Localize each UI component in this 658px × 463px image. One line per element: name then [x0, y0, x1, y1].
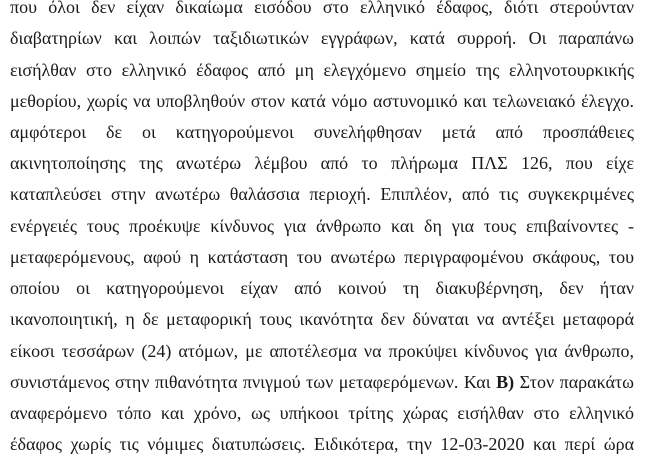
- text-line-2: διαβατηρίων και λοιπών ταξιδιωτικών εγγράφων, κατά συρροή. Οι παραπάνω: [10, 28, 634, 48]
- text-line-8: ενέργειές τους προέκυψε κίνδυνος για άνθρωπο και δη για τους επιβαίνοντες -: [10, 216, 634, 236]
- text-line-6: ακινητοποίησης της ανωτέρω λέμβου από το πλήρωμα ΠΛΣ 126, που είχε: [10, 153, 634, 173]
- text-line-3: εισήλθαν στο ελληνικό έδαφος από μη ελεγχόμενο σημείο της ελληνοτουρκικής: [10, 60, 634, 80]
- text-line-13: [10, 371, 634, 393]
- text-line-9: μεταφερόμενους, αφού η κατάσταση του ανωτέρω περιγραφομένου σκάφους, του: [10, 247, 634, 267]
- text-line-13-end: Στον παρακάτω: [514, 372, 634, 392]
- text-line-14: αναφερόμενο τόπο και χρόνο, ως υπήκοοι τρίτης χώρας εισήλθαν στο ελληνικό: [10, 403, 634, 423]
- text-line-5: αμφότεροι δε οι κατηγορούμενοι συνελήφθησαν μετά από προσπάθειες: [10, 122, 634, 142]
- text-line-4: μεθορίου, χωρίς να υποβληθούν στον κατά νόμο αστυνομικό και τελωνειακό έλεγχο.: [10, 91, 634, 111]
- text-line-15: έδαφος χωρίς τις νόμιμες διατυπώσεις. Ειδικότερα, την 12-03-2020 και περί ώρα: [10, 434, 634, 454]
- text-line-13-start: συνιστάμενος στην πιθανότητα πνιγμού των μεταφερόμενων. Και: [10, 372, 491, 392]
- section-marker-b: Β): [496, 372, 515, 392]
- text-line-7: καταπλεύσει στην ανωτέρω θαλάσσια περιοχή. Επιπλέον, από τις συγκεκριμένες: [10, 184, 634, 204]
- text-line-11: ικανοποιητική, η δε μεταφορική τους ικανότητα δεν δύναται να αντέξει μεταφορά: [10, 309, 634, 329]
- text-line-12: είκοσι τεσσάρων (24) ατόμων, με αποτέλεσμα να προκύψει κίνδυνος για άνθρωπο,: [10, 341, 634, 361]
- text-line-1: που όλοι δεν είχαν δικαίωμα εισόδου στο ελληνικό έδαφος, διότι στερούνταν: [10, 0, 634, 17]
- text-line-10: οποίου οι κατηγορούμενοι είχαν από κοινού τη διακυβέρνηση, δεν ήταν: [10, 278, 634, 298]
